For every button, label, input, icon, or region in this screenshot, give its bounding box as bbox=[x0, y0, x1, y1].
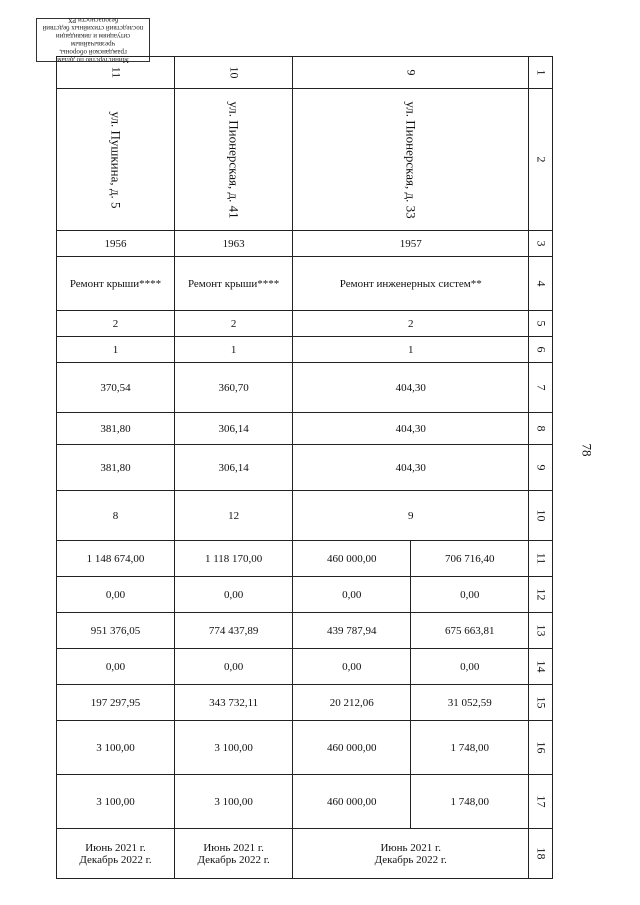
table-cell: 1 bbox=[57, 337, 175, 363]
stamp-line: последствий стихийных бедствий bbox=[42, 24, 144, 32]
stamp-line: безопасности РХ bbox=[67, 16, 119, 24]
table-row bbox=[57, 829, 553, 879]
table-cell: 3 100,00 bbox=[57, 775, 175, 829]
table-cell: 20 212,06 bbox=[293, 685, 411, 721]
table-cell: 706 716,40 bbox=[411, 541, 529, 577]
table-row bbox=[57, 775, 553, 829]
table-cell: 9 bbox=[293, 57, 529, 89]
row-number: 6 bbox=[529, 337, 553, 363]
table-cell: ул. Пушкина, д. 5 bbox=[57, 89, 175, 231]
row-number: 8 bbox=[529, 413, 553, 445]
table-row bbox=[57, 413, 553, 445]
period-start: Июнь 2021 г. bbox=[85, 841, 146, 854]
table-cell: 12 bbox=[175, 491, 293, 541]
table-cell: 1 bbox=[293, 337, 529, 363]
table-cell: 3 100,00 bbox=[175, 721, 293, 775]
table-cell: 460 000,00 bbox=[293, 775, 411, 829]
table-cell: 774 437,89 bbox=[175, 613, 293, 649]
table-cell: 404,30 bbox=[293, 445, 529, 491]
row-number: 14 bbox=[529, 649, 553, 685]
table-cell: Ремонт крыши**** bbox=[175, 257, 293, 311]
table-cell: 360,70 bbox=[175, 363, 293, 413]
row-number: 15 bbox=[529, 685, 553, 721]
table-cell: 381,80 bbox=[57, 445, 175, 491]
row-number: 4 bbox=[529, 257, 553, 311]
table-row bbox=[57, 57, 553, 89]
table-cell: 0,00 bbox=[411, 649, 529, 685]
table-cell: 0,00 bbox=[175, 649, 293, 685]
table-cell: 1963 bbox=[175, 231, 293, 257]
table-cell: 460 000,00 bbox=[293, 541, 411, 577]
table-cell: 675 663,81 bbox=[411, 613, 529, 649]
row-number: 2 bbox=[529, 89, 553, 231]
stamp-line: гражданской обороны, чрезвычайным bbox=[59, 40, 127, 56]
row-number: 7 bbox=[529, 363, 553, 413]
row-number: 12 bbox=[529, 577, 553, 613]
table-row bbox=[57, 445, 553, 491]
table-row bbox=[57, 721, 553, 775]
table-cell: 3 100,00 bbox=[175, 775, 293, 829]
table-cell: 1 748,00 bbox=[411, 775, 529, 829]
table-cell: ул. Пионерская, д. 33 bbox=[293, 89, 529, 231]
table-row bbox=[57, 337, 553, 363]
stamp-line: Министерство по делам bbox=[57, 56, 129, 64]
table-cell: 31 052,59 bbox=[411, 685, 529, 721]
table-cell: ул. Пионерская, д. 41 bbox=[175, 89, 293, 231]
row-number: 5 bbox=[529, 311, 553, 337]
table-cell: 2 bbox=[175, 311, 293, 337]
table-cell: 1 bbox=[175, 337, 293, 363]
row-number: 13 bbox=[529, 613, 553, 649]
table-cell: 951 376,05 bbox=[57, 613, 175, 649]
row-number: 10 bbox=[529, 491, 553, 541]
table-cell: 2 bbox=[57, 311, 175, 337]
table-cell: 1957 bbox=[293, 231, 529, 257]
table-cell: 381,80 bbox=[57, 413, 175, 445]
period-start: Июнь 2021 г. bbox=[203, 841, 264, 854]
table-cell: 460 000,00 bbox=[293, 721, 411, 775]
table-cell: 1956 bbox=[57, 231, 175, 257]
row-number: 16 bbox=[529, 721, 553, 775]
table-cell: 11 bbox=[57, 57, 175, 89]
row-number: 3 bbox=[529, 231, 553, 257]
table-row bbox=[57, 491, 553, 541]
table-cell: 370,54 bbox=[57, 363, 175, 413]
table-row bbox=[57, 685, 553, 721]
table-cell bbox=[293, 829, 529, 879]
row-number: 9 bbox=[529, 445, 553, 491]
table-row bbox=[57, 577, 553, 613]
stamp-line: ситуациям и ликвидации bbox=[55, 32, 131, 40]
table-row bbox=[57, 311, 553, 337]
table-row bbox=[57, 613, 553, 649]
table-cell bbox=[175, 829, 293, 879]
table-cell: 1 148 674,00 bbox=[57, 541, 175, 577]
table-cell: 306,14 bbox=[175, 413, 293, 445]
table-row bbox=[57, 363, 553, 413]
table-cell: 1 118 170,00 bbox=[175, 541, 293, 577]
row-number: 18 bbox=[529, 829, 553, 879]
row-number: 1 bbox=[529, 57, 553, 89]
table-cell: 10 bbox=[175, 57, 293, 89]
table-cell: 3 100,00 bbox=[57, 721, 175, 775]
period-start: Июнь 2021 г. bbox=[380, 841, 442, 854]
table-cell: 306,14 bbox=[175, 445, 293, 491]
page-number: 78 bbox=[579, 443, 595, 457]
table-cell: 0,00 bbox=[57, 577, 175, 613]
table-cell: 404,30 bbox=[293, 363, 529, 413]
table-cell: 343 732,11 bbox=[175, 685, 293, 721]
table-cell: 2 bbox=[293, 311, 529, 337]
table-cell: 1 748,00 bbox=[411, 721, 529, 775]
table-cell: Ремонт инженерных систем** bbox=[293, 257, 529, 311]
table-cell: 0,00 bbox=[411, 577, 529, 613]
table-cell: 197 297,95 bbox=[57, 685, 175, 721]
row-number: 17 bbox=[529, 775, 553, 829]
table-row bbox=[57, 89, 553, 231]
table-cell: 0,00 bbox=[293, 649, 411, 685]
table-row bbox=[57, 257, 553, 311]
table-row bbox=[57, 231, 553, 257]
table-cell: 9 bbox=[293, 491, 529, 541]
table-row bbox=[57, 649, 553, 685]
data-table bbox=[56, 56, 553, 879]
period-end: Декабрь 2022 г. bbox=[79, 853, 152, 866]
table-cell: 404,30 bbox=[293, 413, 529, 445]
table-cell: 0,00 bbox=[57, 649, 175, 685]
row-number: 11 bbox=[529, 541, 553, 577]
table-cell: 8 bbox=[57, 491, 175, 541]
period-end: Декабрь 2022 г. bbox=[197, 853, 270, 866]
table-cell: 439 787,94 bbox=[293, 613, 411, 649]
table-cell: Ремонт крыши**** bbox=[57, 257, 175, 311]
table-row bbox=[57, 541, 553, 577]
period-end: Декабрь 2022 г. bbox=[374, 853, 447, 866]
table-cell bbox=[57, 829, 175, 879]
table-cell: 0,00 bbox=[293, 577, 411, 613]
table-cell: 0,00 bbox=[175, 577, 293, 613]
